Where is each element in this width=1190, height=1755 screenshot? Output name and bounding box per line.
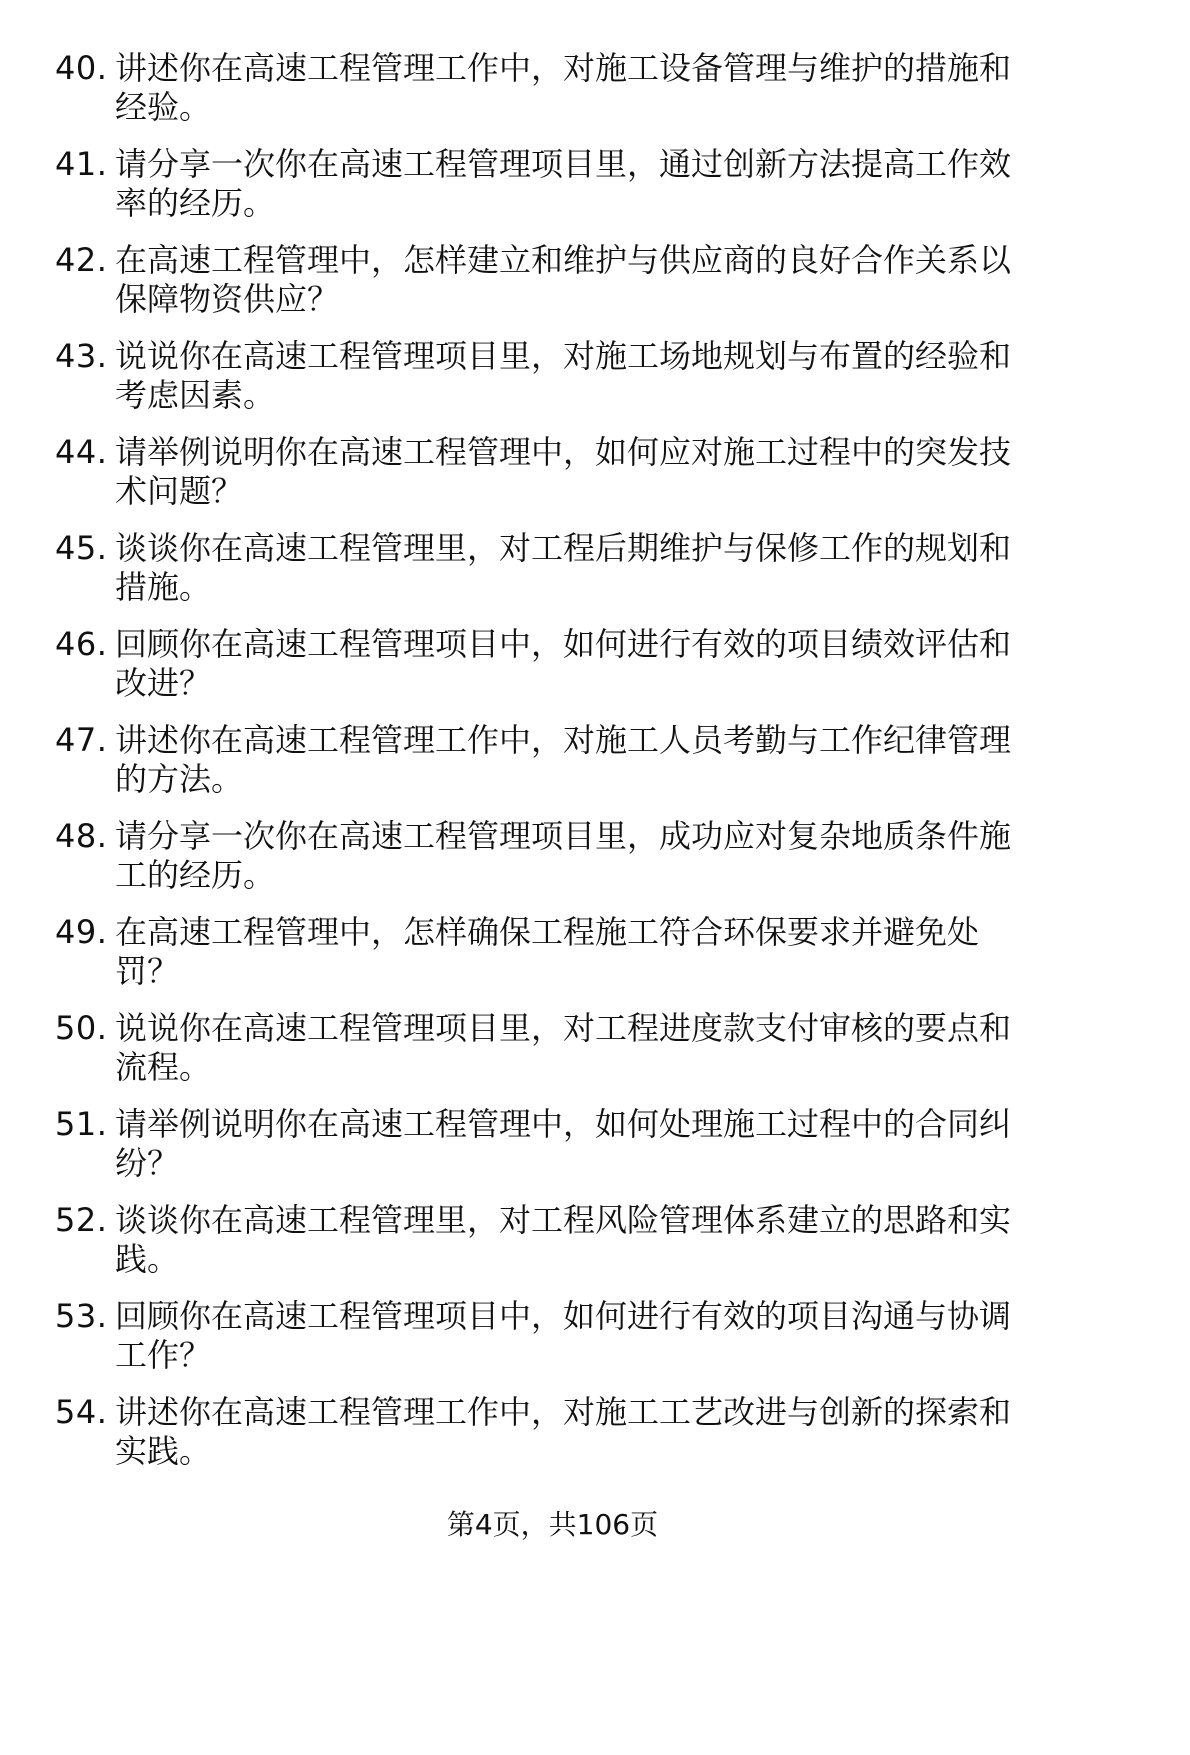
question-item <box>55 1009 1035 1087</box>
question-text: 谈谈你在高速工程管理里，对工程后期维护与保修工作的规划和措施。 <box>115 529 1012 606</box>
question-text: 讲述你在高速工程管理工作中，对施工设备管理与维护的措施和经验。 <box>115 49 1012 126</box>
question-item <box>55 913 1035 991</box>
question-number: 47. <box>55 721 108 759</box>
question-number: 52. <box>55 1201 108 1239</box>
question-number: 41. <box>55 145 108 183</box>
question-item <box>55 241 1035 319</box>
question-text: 说说你在高速工程管理项目里，对工程进度款支付审核的要点和流程。 <box>115 1009 1012 1086</box>
question-text: 在高速工程管理中，怎样建立和维护与供应商的良好合作关系以保障物资供应？ <box>115 241 1012 318</box>
question-number: 53. <box>55 1297 108 1335</box>
question-list <box>55 49 1035 1489</box>
question-text: 请举例说明你在高速工程管理中，如何应对施工过程中的突发技术问题？ <box>115 433 1012 510</box>
question-item <box>55 1297 1035 1375</box>
question-text: 讲述你在高速工程管理工作中，对施工工艺改进与创新的探索和实践。 <box>115 1393 1012 1470</box>
question-item <box>55 49 1035 127</box>
question-number: 49. <box>55 913 108 951</box>
question-item <box>55 625 1035 703</box>
page-number: 第4页，共106页 <box>446 1508 659 1541</box>
question-text: 在高速工程管理中，怎样确保工程施工符合环保要求并避免处罚？ <box>115 913 980 990</box>
question-text: 谈谈你在高速工程管理里，对工程风险管理体系建立的思路和实践。 <box>115 1201 1012 1278</box>
question-number: 54. <box>55 1393 108 1431</box>
question-item <box>55 433 1035 511</box>
question-number: 51. <box>55 1105 108 1143</box>
question-number: 46. <box>55 625 108 663</box>
question-text: 回顾你在高速工程管理项目中，如何进行有效的项目沟通与协调工作？ <box>115 1297 1012 1374</box>
question-item <box>55 529 1035 607</box>
question-number: 45. <box>55 529 108 567</box>
question-text: 回顾你在高速工程管理项目中，如何进行有效的项目绩效评估和改进？ <box>115 625 1012 702</box>
question-item <box>55 1393 1035 1471</box>
question-item <box>55 721 1035 799</box>
question-text: 请分享一次你在高速工程管理项目里，成功应对复杂地质条件施工的经历。 <box>115 817 1012 894</box>
question-number: 40. <box>55 49 108 87</box>
question-item <box>55 1105 1035 1183</box>
question-item <box>55 337 1035 415</box>
question-item <box>55 145 1035 223</box>
question-item <box>55 1201 1035 1279</box>
question-text: 请分享一次你在高速工程管理项目里，通过创新方法提高工作效率的经历。 <box>115 145 1012 222</box>
question-number: 44. <box>55 433 108 471</box>
question-text: 讲述你在高速工程管理工作中，对施工人员考勤与工作纪律管理的方法。 <box>115 721 1012 798</box>
question-text: 请举例说明你在高速工程管理中，如何处理施工过程中的合同纠纷？ <box>115 1105 1012 1182</box>
question-number: 42. <box>55 241 108 279</box>
question-item <box>55 817 1035 895</box>
question-text: 说说你在高速工程管理项目里，对施工场地规划与布置的经验和考虑因素。 <box>115 337 1012 414</box>
question-number: 50. <box>55 1009 108 1047</box>
question-number: 48. <box>55 817 108 855</box>
question-number: 43. <box>55 337 108 375</box>
